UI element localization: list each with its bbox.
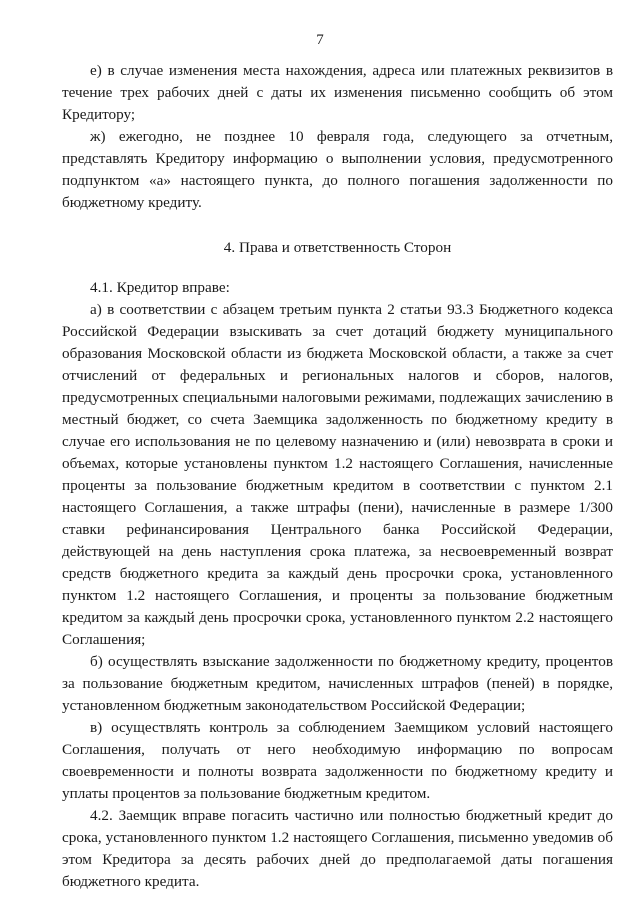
clause-4-1-item-a: а) в соответствии с абзацем третьим пункта 2 статьи 93.3 Бюджетного кодекса Российской Федерации взыскивать за счет дотаций бюджету муниципального образования Московской области из бюджета Московской области, а также за счет отчислений от федеральных и региональных налогов и сборов, налогов, предусмотренных специальными налоговыми режимами, подлежащих зачислению в местный бюджет, со счета Заемщика задолженность по бюджетному кредиту в случае его использования не по целевому назначению и (или) невозврата в сроки и объемах, которые установлены пунктом 1.2 настоящего Соглашения, начисленные проценты за пользование бюджетным кредитом в соответствии с пунктом 2.1 настоящего Соглашения, а также штрафы (пени), начисленные в размере 1/300 ставки рефинансирования Центрального банка Российской Федерации, действующей на день наступления срока платежа, за несвоевременный возврат средств бюджетного кредита за каждый день просрочки срока, установленного пунктом 1.2 настоящего Соглашения, и проценты за пользование бюджетным кредитом за каждый день просрочки срока, установленного пунктом 2.2 настоящего Соглашения;	[62, 301, 613, 648]
clause-4-1-item-v: в) осуществлять контроль за соблюдением Заемщиком условий настоящего Соглашения, получать от него необходимую информацию по вопросам своевременности и полноты возврата задолженности по бюджетному кредиту и уплаты процентов за пользование бюджетным кредитом.	[62, 719, 613, 802]
spacer	[62, 214, 613, 237]
clause-4-2: 4.2. Заемщик вправе погасить частично или полностью бюджетный кредит до срока, установленного пунктом 1.2 настоящего Соглашения, письменно уведомив об этом Кредитора за десять рабочих дней до предполагаемой даты погашения бюджетного кредита.	[62, 807, 613, 890]
page-number: 7	[316, 32, 324, 48]
document-body	[62, 60, 613, 893]
spacer	[62, 259, 613, 277]
paragraph-zh: ж) ежегодно, не позднее 10 февраля года, следующего за отчетным, представлять Кредитору информацию о выполнении условия, предусмотренного подпунктом «а» настоящего пункта, до полного погашения задолженности по бюджетному кредиту.	[62, 128, 613, 211]
clause-4-1-title: 4.1. Кредитор вправе:	[90, 279, 230, 296]
section-heading: 4. Права и ответственность Сторон	[223, 239, 452, 256]
clause-4-1-item-b: б) осуществлять взыскание задолженности по бюджетному кредиту, процентов за пользование бюджетным кредитом, начисленных штрафов (пеней) в порядке, установленном бюджетным законодательством Российской Федерации;	[62, 653, 613, 714]
paragraph-e: е) в случае изменения места нахождения, адреса или платежных реквизитов в течение трех рабочих дней с даты их изменения письменно сообщить об этом Кредитору;	[62, 62, 613, 123]
